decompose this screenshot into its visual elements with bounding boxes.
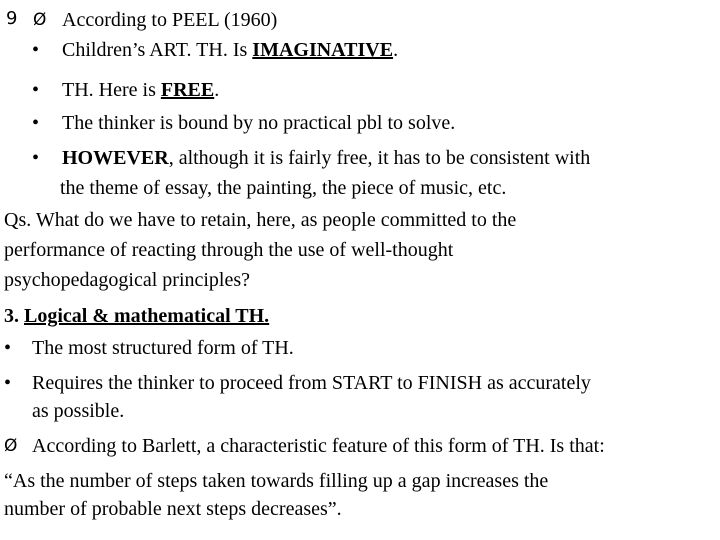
question-line-3: psychopedagogical principles? xyxy=(4,269,251,291)
bullet-thinker-bound: The thinker is bound by no practical pbl to solve. xyxy=(62,112,456,134)
arrow-bullet-icon: Ø xyxy=(33,10,47,30)
bullet-however-cont: the theme of essay, the painting, the piece of music, etc. xyxy=(60,177,507,199)
slide-number: 9 xyxy=(6,8,18,29)
question-line-1: Qs. What do we have to retain, here, as people committed to the xyxy=(4,209,517,231)
bullet-punct: . xyxy=(393,39,399,61)
bullet-icon: • xyxy=(4,372,12,394)
bullet-icon: • xyxy=(4,337,12,359)
bullet-icon: • xyxy=(32,147,40,169)
bullet-punct: . xyxy=(214,79,220,101)
bullet-imaginative xyxy=(62,38,398,62)
bullet-text: TH. Here is xyxy=(62,79,161,101)
section-heading xyxy=(4,304,269,328)
bullet-free xyxy=(62,78,219,102)
quote-line-2: number of probable next steps decreases”. xyxy=(4,498,342,520)
section-number: 3. xyxy=(4,305,19,327)
emphasis-imaginative: IMAGINATIVE xyxy=(252,39,394,61)
bullet-however xyxy=(62,146,590,170)
intro-line: According to PEEL (1960) xyxy=(62,9,278,31)
bullet-icon: • xyxy=(32,39,40,61)
bullet-requires-cont: as possible. xyxy=(32,400,125,422)
quote-line-1: “As the number of steps taken towards filling up a gap increases the xyxy=(4,470,549,492)
bullet-icon: • xyxy=(32,112,40,134)
arrow-bullet-icon: Ø xyxy=(4,436,18,456)
barlett-line: According to Barlett, a characteristic feature of this form of TH. Is that: xyxy=(32,435,605,457)
bullet-text: Children’s ART. TH. Is xyxy=(62,39,253,61)
emphasis-however: HOWEVER xyxy=(62,147,169,169)
bullet-most-structured: The most structured form of TH. xyxy=(32,337,294,359)
bullet-requires: Requires the thinker to proceed from START to FINISH as accurately xyxy=(32,372,591,394)
section-title: Logical & mathematical TH. xyxy=(24,305,270,327)
bullet-text: , although it is fairly free, it has to be consistent with xyxy=(168,147,591,169)
question-line-2: performance of reacting through the use of well-thought xyxy=(4,239,454,261)
bullet-icon: • xyxy=(32,79,40,101)
emphasis-free: FREE xyxy=(160,79,215,101)
